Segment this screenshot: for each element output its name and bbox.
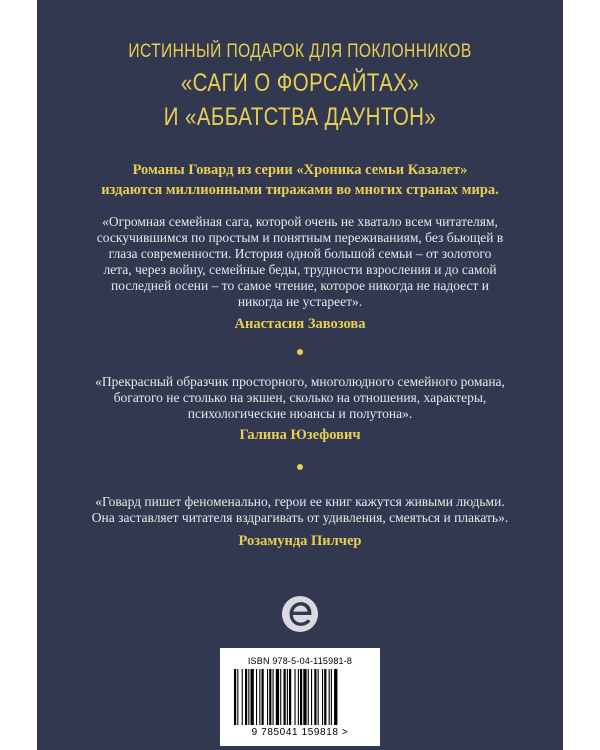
quote-3-line: «Говард пишет феноменально, герои ее книг кажутся живыми людьми. xyxy=(95,494,505,509)
quote-2-line: богатого не столько на экшен, сколько на отношения, характеры, xyxy=(113,390,487,405)
headline-line-2: «САГИ О ФОРСАЙТАХ» xyxy=(180,69,420,97)
quote-1 xyxy=(37,214,563,310)
separator-dot xyxy=(297,464,303,470)
quote-2-line: психологические нюансы и полутона». xyxy=(187,406,413,421)
barcode-icon xyxy=(234,669,368,725)
quote-1-line: никогда не устареет». xyxy=(237,294,363,309)
quote-1-line: «Огромная семейная сага, которой очень не хватало всем читателям, xyxy=(102,214,498,229)
back-cover xyxy=(37,0,563,750)
intro-text xyxy=(37,160,563,200)
intro-line-2: издаются миллионными тиражами во многих странах мира. xyxy=(101,182,499,198)
isbn-text: ISBN 978-5-04-115981-8 xyxy=(247,656,353,666)
quote-3-author: Розамунда Пилчер xyxy=(238,533,362,549)
ean-digits: 9 785041 159818 > xyxy=(251,727,349,738)
publisher-e-logo-icon xyxy=(281,595,319,633)
headline-line-1: ИСТИННЫЙ ПОДАРОК ДЛЯ ПОКЛОННИКОВ xyxy=(128,41,472,62)
intro-line-1: Романы Говард из серии «Хроника семьи Казалет» xyxy=(132,162,468,178)
quote-3 xyxy=(37,494,563,526)
separator-dot xyxy=(297,349,303,355)
quote-2-line: «Прекрасный образчик просторного, многолюдного семейного романа, xyxy=(95,374,505,389)
headline xyxy=(84,38,515,134)
quote-1-author: Анастасия Завозова xyxy=(234,316,366,332)
headline-line-3: И «АББАТСТВА ДАУНТОН» xyxy=(163,103,437,131)
quote-1-line: лета, через войну, семейные беды, трудности взросления и до самой xyxy=(103,262,497,277)
quote-2 xyxy=(37,374,563,422)
quote-1-line: последней осени – то самое чтение, которое никогда не надоест и xyxy=(111,278,489,293)
quote-2-author: Галина Юзефович xyxy=(239,427,361,443)
quote-1-line: соскучившимся по простым и понятным переживаниям, без бьющей в xyxy=(96,230,504,245)
quote-3-line: Она заставляет читателя вздрагивать от удивления, смеяться и плакать». xyxy=(91,510,509,525)
barcode-panel xyxy=(220,648,380,746)
quote-1-line: глаза современности. История одной большой семьи – от золотого xyxy=(108,246,492,261)
